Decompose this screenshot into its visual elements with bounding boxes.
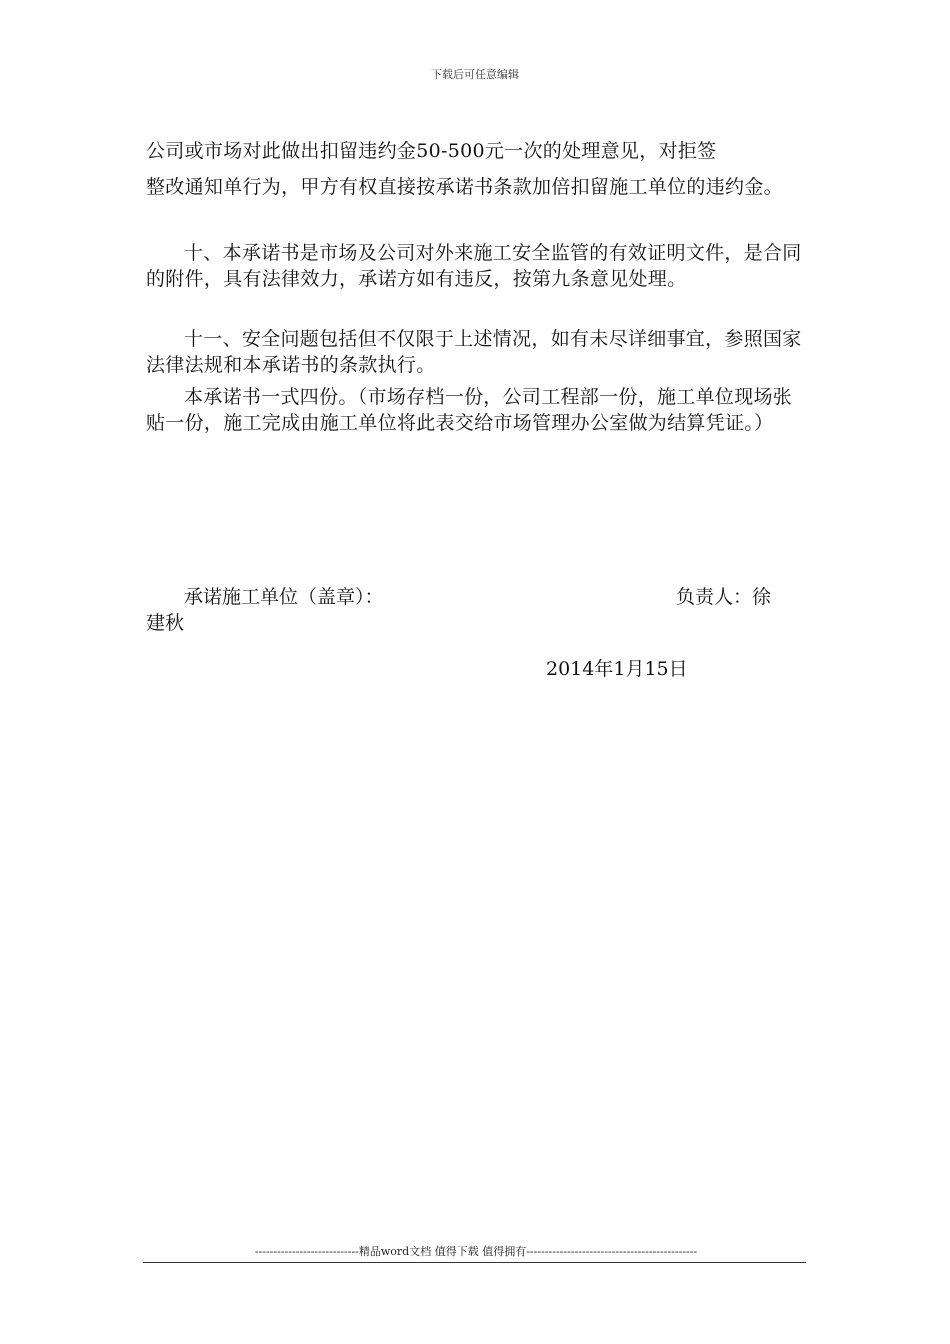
- paragraph-penalty-line1: 公司或市场对此做出扣留违约金50-500元一次的处理意见，对拒签: [146, 140, 717, 162]
- page-header: 下载后可任意编辑: [431, 68, 519, 81]
- signing-date: 2014年1月15日: [546, 658, 688, 680]
- page-footer: ----------------------------精品word文档 值得下载 值得拥有----------------------------------------------: [254, 1245, 698, 1258]
- signature-person-continued: 建秋: [146, 612, 185, 634]
- paragraph-penalty-rest: 整改通知单行为，甲方有权直接按承诺书条款加倍扣留施工单位的违约金。: [146, 176, 783, 198]
- footer-rule: [143, 1262, 806, 1263]
- signature-unit-label: 承诺施工单位（盖章）：: [184, 586, 384, 608]
- paragraph-clause-11: 十一、安全问题包括但不仅限于上述情况，如有未尽详细事宜，参照国家法律法规和本承诺书的条款执行。: [146, 328, 802, 376]
- signature-person-label: 负责人：徐: [676, 586, 772, 608]
- paragraph-copies: 本承诺书一式四份。（市场存档一份，公司工程部一份，施工单位现场张贴一份，施工完成由施工单位将此表交给市场管理办公室做为结算凭证。）: [146, 386, 793, 434]
- paragraph-penalty: [146, 138, 806, 200]
- paragraph-clause-10: 十、本承诺书是市场及公司对外来施工安全监管的有效证明文件，是合同的附件，具有法律效力，承诺方如有违反，按第九条意见处理。: [146, 242, 802, 290]
